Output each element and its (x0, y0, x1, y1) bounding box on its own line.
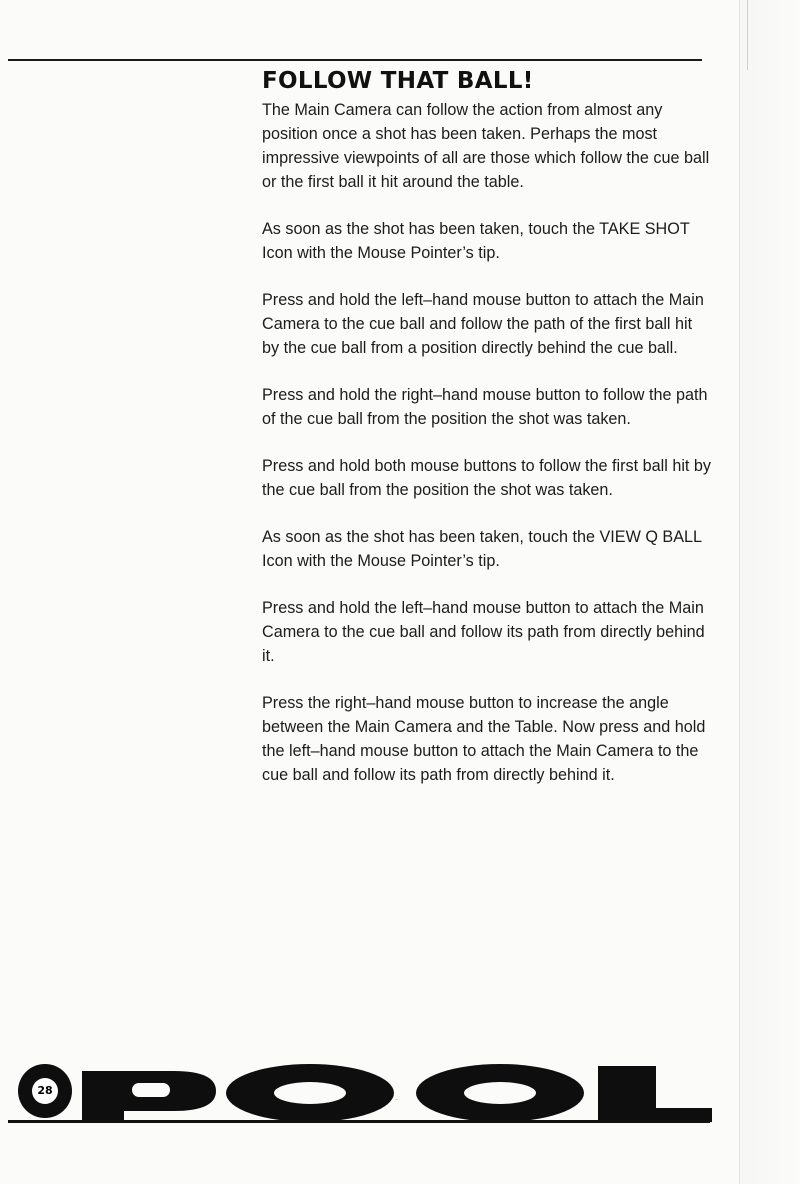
section-heading: FOLLOW THAT BALL! (262, 68, 534, 94)
paragraph: Press and hold the left–hand mouse button to attach the Main Camera to the cue ball and follow its path from directly behind it. (262, 599, 705, 665)
paragraph: Press and hold the left–hand mouse button to attach the Main Camera to the cue ball and follow the path of the first ball hit by the cue ball from a position directly behind the cue ball. (262, 291, 704, 357)
paragraph: As soon as the shot has been taken, touch the VIEW Q BALL Icon with the Mouse Pointer’s tip. (262, 528, 702, 570)
paragraph: The Main Camera can follow the action from almost any position once a shot has been taken. Perhaps the most impressive viewpoints of all are those which follow the cue ball or the first ball it hit around the table. (262, 101, 710, 191)
page-number: 28 (32, 1078, 58, 1104)
footer-rule (8, 1120, 710, 1123)
paragraph: As soon as the shot has been taken, touch the TAKE SHOT Icon with the Mouse Pointer’s tip. (262, 220, 690, 262)
logo-letter-l (598, 1066, 712, 1122)
page-number-badge (18, 1064, 72, 1118)
paragraph: Press and hold both mouse buttons to follow the first ball hit by the cue ball from the position the shot was taken. (262, 457, 712, 499)
logo-text: POOL (395, 1100, 398, 1101)
paragraph: Press and hold the right–hand mouse button to follow the path of the cue ball from the position the shot was taken. (262, 386, 708, 428)
paragraph: Press the right–hand mouse button to increase the angle between the Main Camera and the Table. Now press and hold the left–hand mouse button to attach the Main Camera to the cue ball and follow its path from directly behind it. (262, 694, 706, 784)
